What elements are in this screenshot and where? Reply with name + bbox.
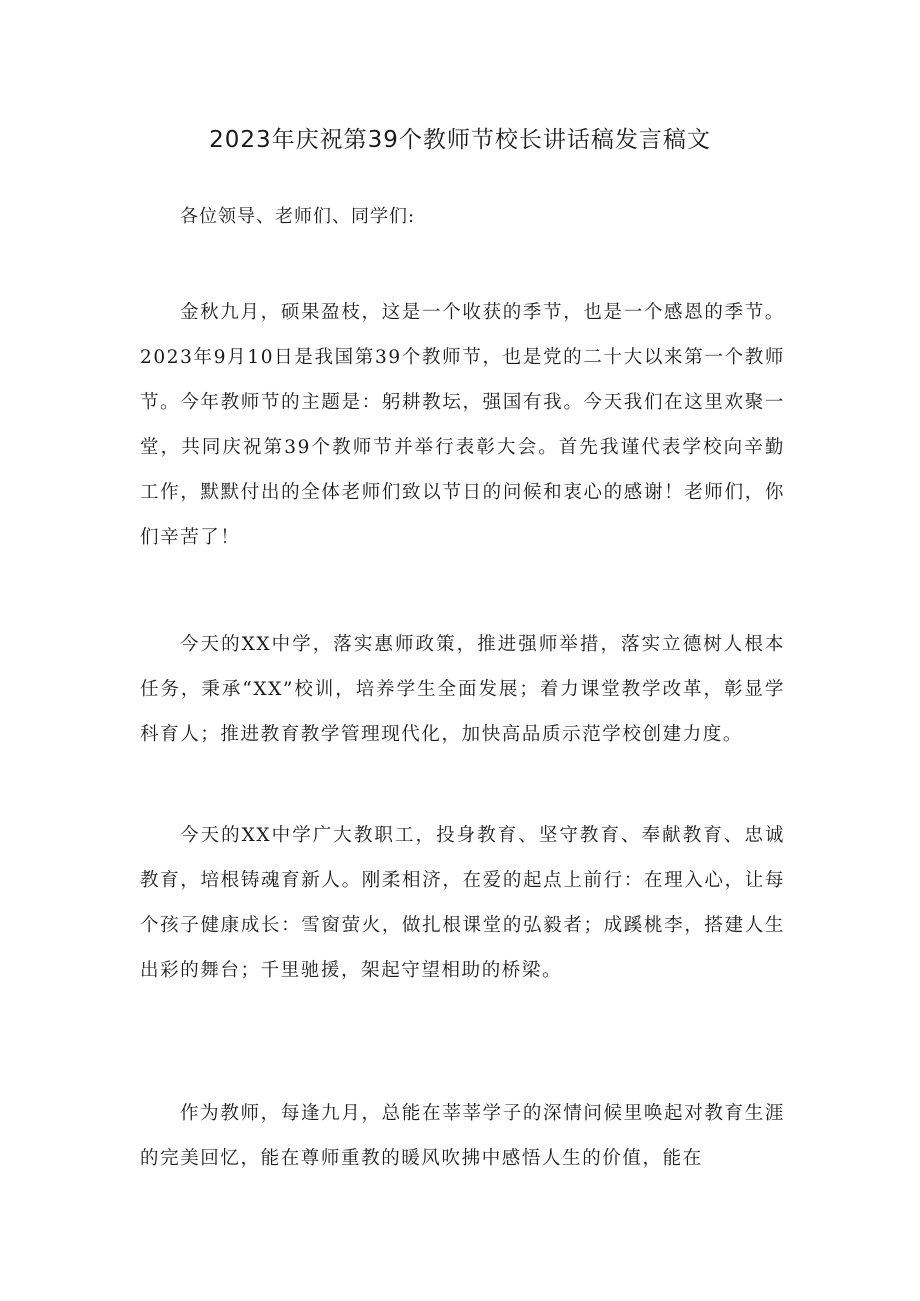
paragraph-2: 今天的XX中学，落实惠师政策，推进强师举措，落实立德树人根本任务，秉承“XX”校训，培养学生全面发展；着力课堂教学改革，彰显学科育人；推进教育教学管理现代化，加快高品质示范学校创建力度。 (140, 634, 785, 745)
paragraph-3: 今天的XX中学广大教职工，投身教育、坚守教育、奉献教育、忠诚教育，培根铸魂育新人。刚柔相济，在爱的起点上前行：在理入心，让每个孩子健康成长：雪窗萤火，做扎根课堂的弘毅者；成蹊桃李，搭建人生出彩的舞台；千里驰援，架起守望相助的桥梁。 (140, 825, 785, 981)
salutation: 各位领导、老师们、同学们: (180, 206, 416, 227)
paragraph-4: 作为教师，每逢九月，总能在莘莘学子的深情问候里唤起对教育生涯的完美回忆，能在尊师重教的暖风吹拂中感悟人生的价值，能在 (140, 1103, 785, 1169)
paragraph-1: 金秋九月，硕果盈枝，这是一个收获的季节，也是一个感恩的季节。2023年9月10日是我国第39个教师节，也是党的二十大以来第一个教师节。今年教师节的主题是：躬耕教坛，强国有我。今天我们在这里欢聚一堂，共同庆祝第39个教师节并举行表彰大会。首先我谨代表学校向辛勤工作，默默付出的全体老师们致以节日的问候和衷心的感谢！老师们，你们辛苦了！ (140, 302, 785, 548)
document-title: 2023年庆祝第39个教师节校长讲话稿发言稿文 (209, 127, 711, 153)
